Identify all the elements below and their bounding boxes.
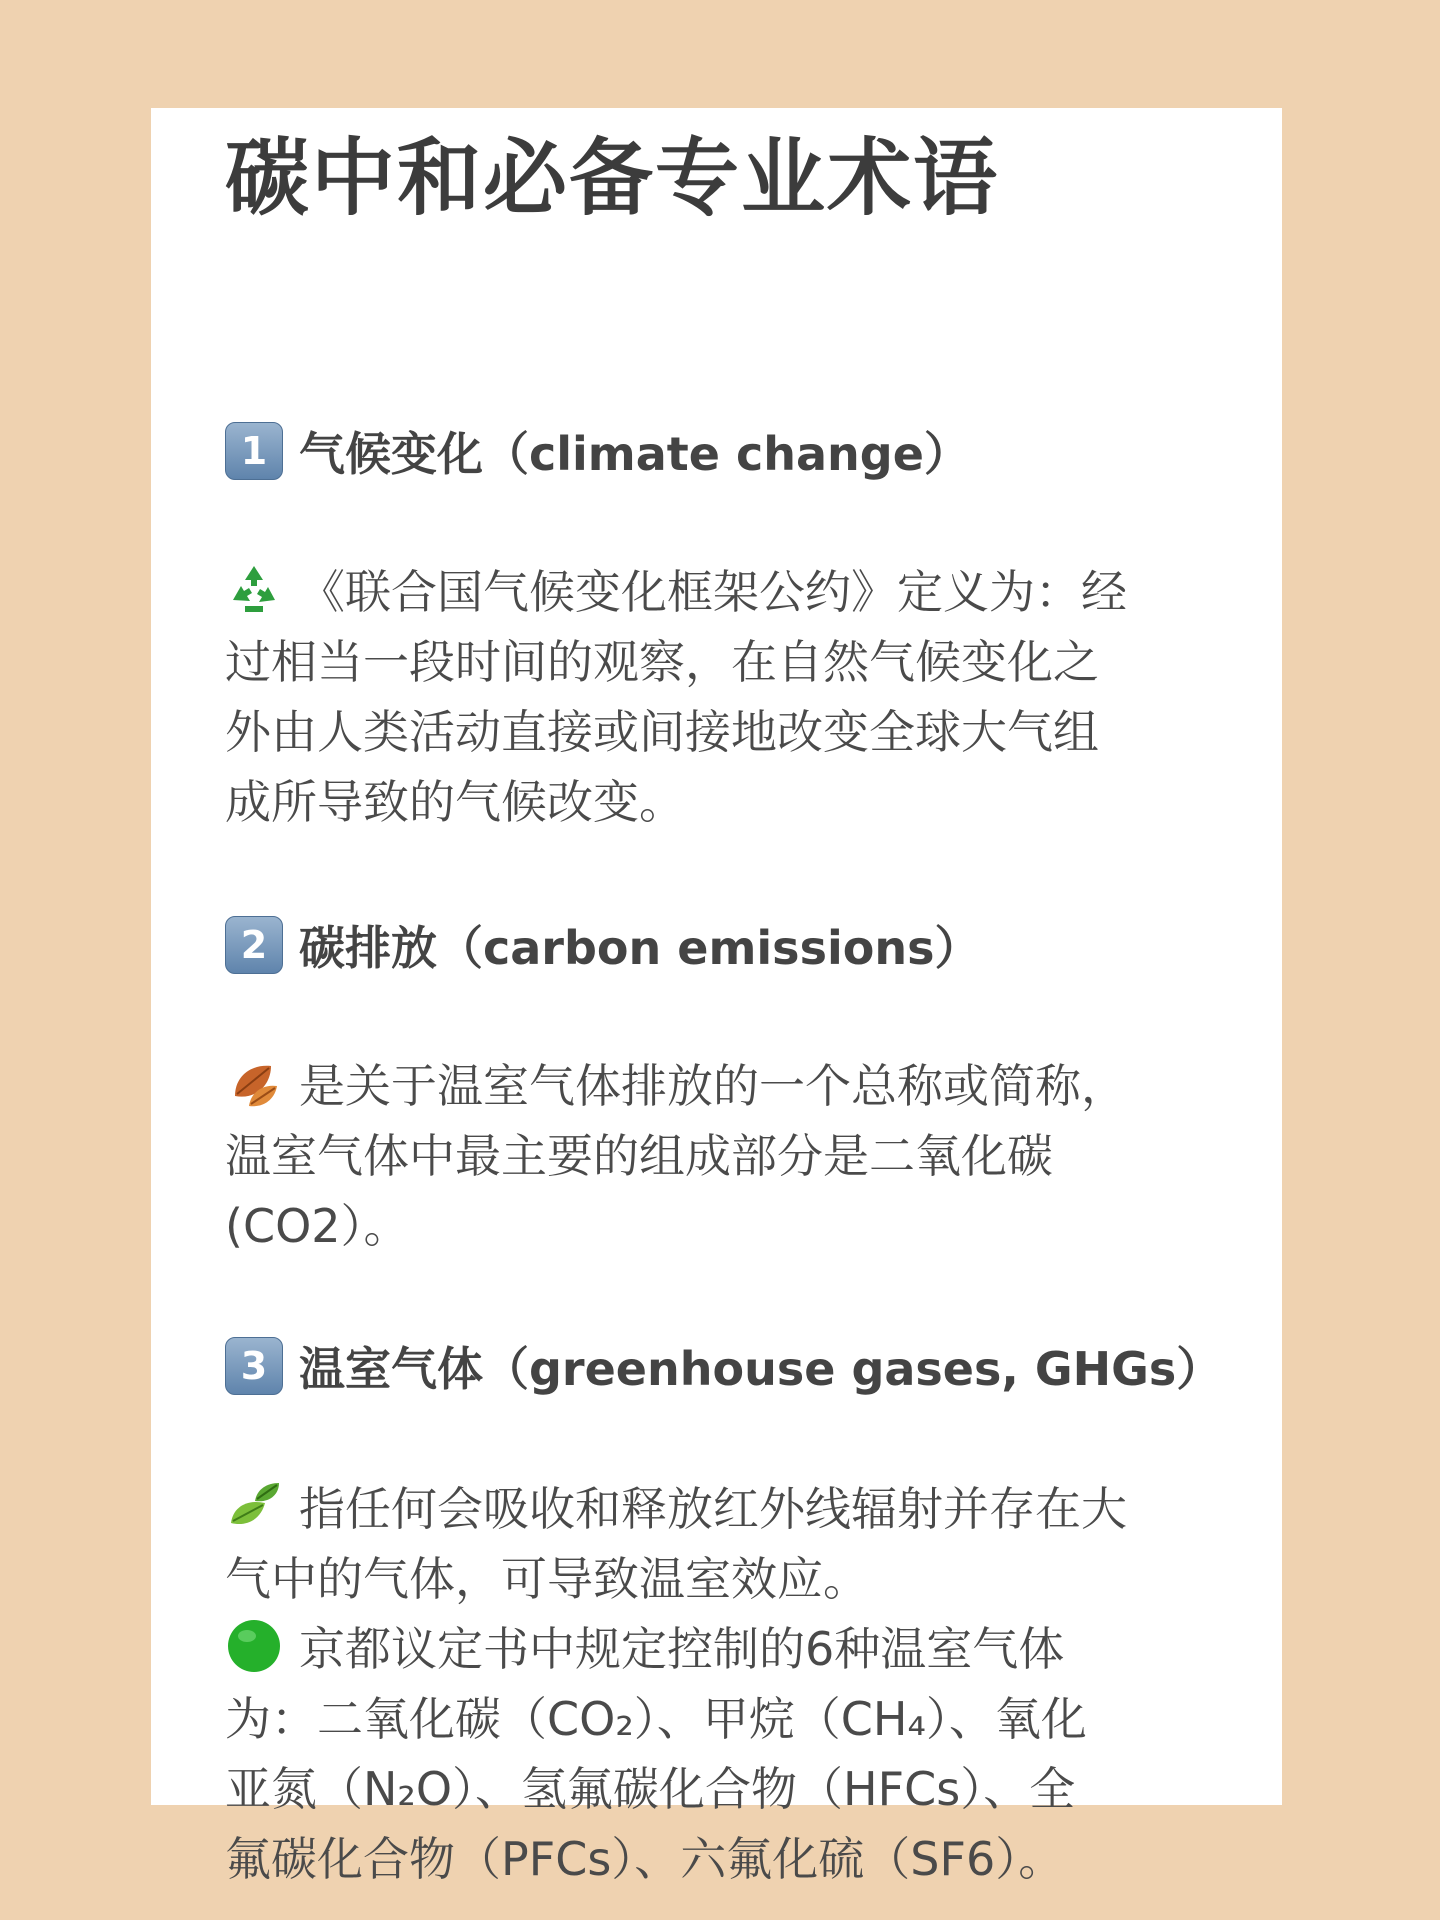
number-1-icon: 1 (225, 422, 283, 480)
number-3-icon: 3 (225, 1337, 283, 1395)
section-heading-text: 气候变化（climate change） (299, 427, 970, 481)
paragraph-line: 为：二氧化碳（CO₂）、甲烷（CH₄）、氧化 (225, 1692, 1087, 1746)
section-1-body (225, 557, 1225, 837)
recycle-icon (225, 560, 283, 618)
fallen-leaf-icon (225, 1054, 283, 1112)
paragraph-line: 是关于温室气体排放的一个总称或简称， (225, 1051, 1225, 1121)
paragraph-line: 《联合国气候变化框架公约》定义为：经 (225, 557, 1225, 627)
section-3-body (225, 1474, 1225, 1894)
paragraph-line: 外由人类活动直接或间接地改变全球大气组 (225, 705, 1099, 759)
paragraph-line: 指任何会吸收和释放红外线辐射并存在大 (225, 1474, 1225, 1544)
section-1-heading (225, 421, 1225, 481)
page-title: 碳中和必备专业术语 (225, 129, 1000, 227)
paragraph-line: (CO2）。 (225, 1199, 410, 1253)
paragraph-line: 过相当一段时间的观察，在自然气候变化之 (225, 635, 1099, 689)
green-circle-icon (225, 1617, 283, 1675)
paragraph-line: 气中的气体，可导致温室效应。 (225, 1552, 869, 1606)
section-heading-text: 温室气体（greenhouse gases, GHGs） (299, 1342, 1223, 1396)
section-2-body (225, 1051, 1225, 1261)
section-2-heading (225, 915, 1225, 975)
leaf-icon (225, 1477, 283, 1535)
number-2-icon: 2 (225, 916, 283, 974)
content-card (151, 108, 1282, 1886)
section-3-heading (225, 1336, 1225, 1396)
paragraph-line: 氟碳化合物（PFCs）、六氟化硫（SF6）。 (225, 1832, 1065, 1886)
section-heading-text: 碳排放（carbon emissions） (299, 921, 981, 975)
paragraph-line: 亚氮（N₂O）、氢氟碳化合物（HFCs）、全 (225, 1762, 1076, 1816)
paragraph-line: 京都议定书中规定控制的6种温室气体 (225, 1614, 1225, 1684)
paragraph-line: 成所导致的气候改变。 (225, 775, 685, 829)
paragraph-line: 温室气体中最主要的组成部分是二氧化碳 (225, 1129, 1053, 1183)
